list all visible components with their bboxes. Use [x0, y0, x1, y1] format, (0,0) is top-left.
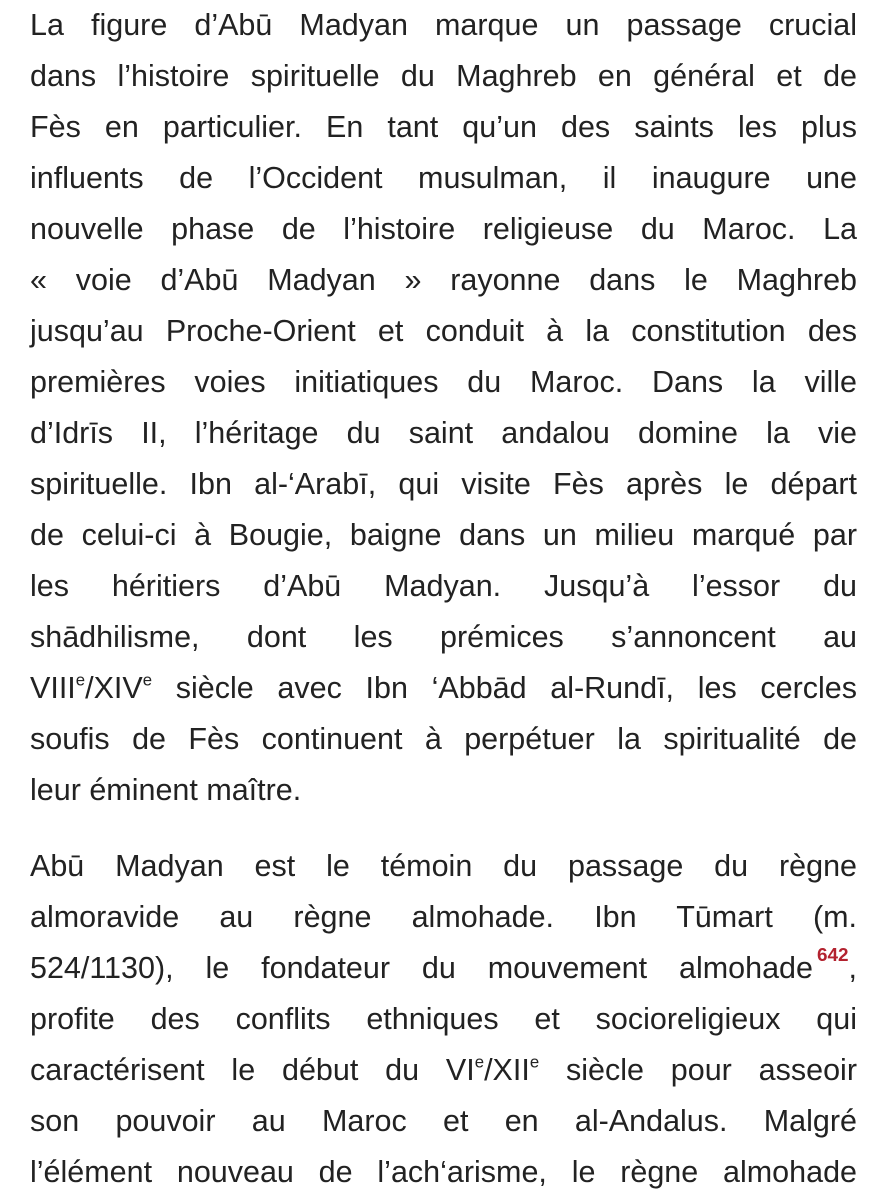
- paragraph-2: [30, 841, 857, 1198]
- superscript-e: e: [474, 1052, 485, 1072]
- text-segment: ,: [848, 951, 857, 985]
- text-line: Abū Madyan est le témoin du passage du règne: [30, 849, 857, 883]
- text-line: profite des conflits ethniques et socioreligieux qui: [30, 1002, 857, 1036]
- paragraph-1: [30, 0, 857, 816]
- text-line: d’Idrīs II, l’héritage du saint andalou domine la vie: [30, 416, 857, 450]
- text-line: de celui-ci à Bougie, baigne dans un milieu marqué par: [30, 518, 857, 552]
- text-line: soufis de Fès continuent à perpétuer la spiritualité de: [30, 722, 857, 756]
- text-line: La figure d’Abū Madyan marque un passage crucial: [30, 8, 857, 42]
- text-segment: siècle pour asseoir: [539, 1053, 857, 1087]
- superscript-e: e: [529, 1052, 540, 1072]
- text-line: Fès en particulier. En tant qu’un des saints les plus: [30, 110, 857, 144]
- text-line: l’élément nouveau de l’ach‘arisme, le règne almohade: [30, 1155, 857, 1189]
- text-line: « voie d’Abū Madyan » rayonne dans le Maghreb: [30, 263, 857, 297]
- text-line: leur éminent maître.: [30, 773, 302, 807]
- text-line: [30, 663, 857, 714]
- text-line: son pouvoir au Maroc et en al-Andalus. Malgré: [30, 1104, 857, 1138]
- text-line: les héritiers d’Abū Madyan. Jusqu’à l’essor du: [30, 569, 857, 603]
- text-line: spirituelle. Ibn al-‘Arabī, qui visite Fès après le départ: [30, 467, 857, 501]
- superscript-e: e: [142, 670, 153, 690]
- footnote-link[interactable]: 642: [816, 944, 849, 966]
- text-line: jusqu’au Proche-Orient et conduit à la constitution des: [30, 314, 857, 348]
- text-line: dans l’histoire spirituelle du Maghreb en général et de: [30, 59, 857, 93]
- text-line: nouvelle phase de l’histoire religieuse du Maroc. La: [30, 212, 857, 246]
- century-numeral: /XIV: [85, 671, 143, 705]
- text-segment: siècle avec Ibn ‘Abbād al-Rundī, les cercles: [152, 671, 857, 705]
- text-line: shādhilisme, dont les prémices s’annoncent au: [30, 620, 857, 654]
- superscript-e: e: [75, 670, 86, 690]
- century-numeral: VIII: [30, 671, 76, 705]
- text-segment: caractérisent le début du VI: [30, 1053, 475, 1087]
- text-segment: 524/1130), le fondateur du mouvement almohade: [30, 951, 813, 985]
- century-numeral: /XII: [484, 1053, 530, 1087]
- text-line: premières voies initiatiques du Maroc. Dans la ville: [30, 365, 857, 399]
- text-line: influents de l’Occident musulman, il inaugure une: [30, 161, 857, 195]
- text-line: [30, 943, 857, 994]
- text-line: almoravide au règne almohade. Ibn Tūmart (m.: [30, 900, 857, 934]
- text-line: [30, 1045, 857, 1096]
